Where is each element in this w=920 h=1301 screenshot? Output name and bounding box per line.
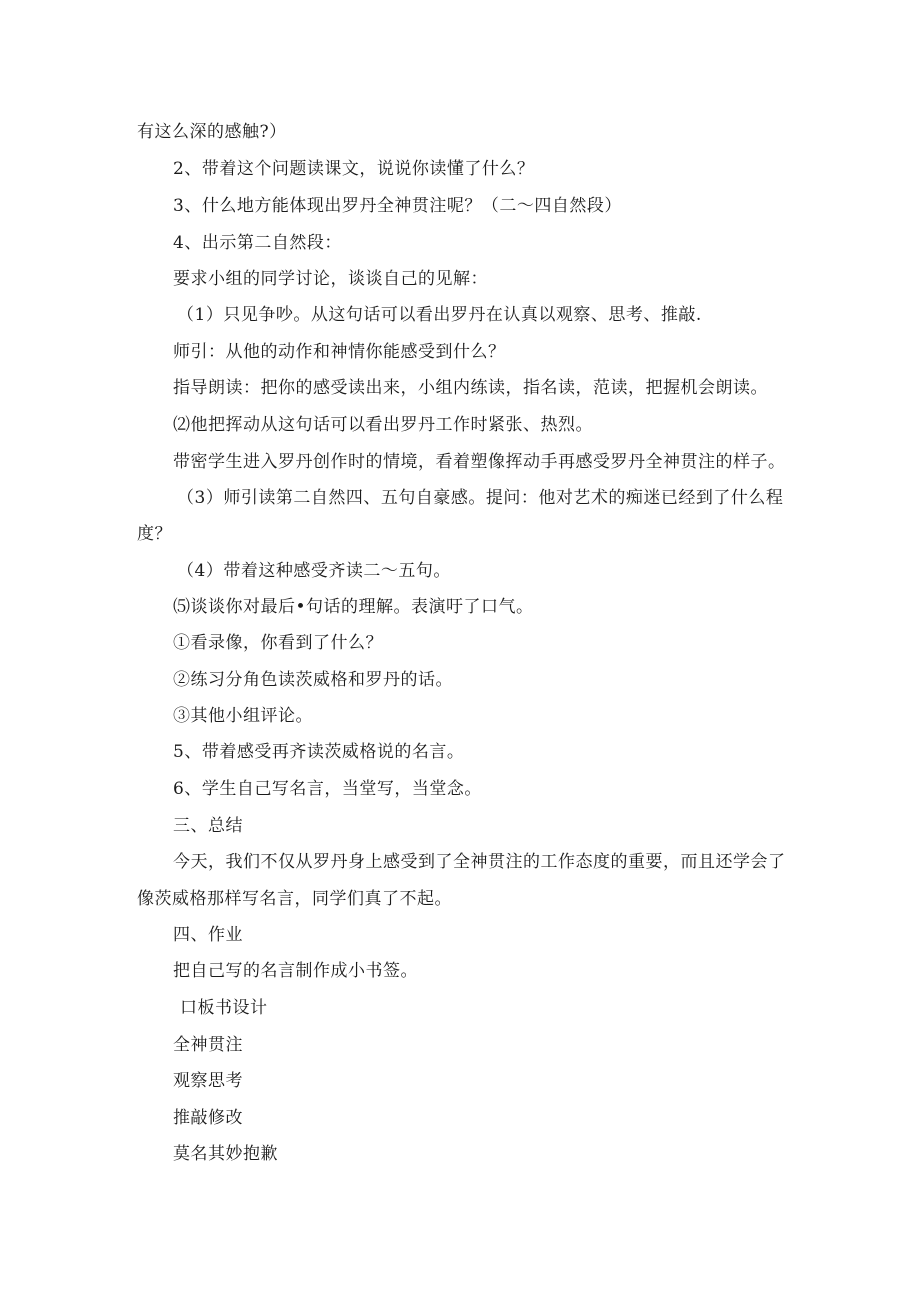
text-line: 莫名其妙抱歉 [173,1144,278,1164]
text-line: 把自己写的名言制作成小书签。 [173,961,418,981]
text-line: 6、学生自己写名言，当堂写，当堂念。 [173,779,482,799]
text-line: 要求小组的同学讨论，谈谈自己的见解： [173,269,488,289]
text-line: 今天，我们不仅从罗丹身上感受到了全神贯注的工作态度的重要，而且还学会了 [173,852,786,872]
text-line: （4）带着这种感受齐读二～五句。 [177,561,451,581]
text-line: ③其他小组评论。 [173,706,313,726]
text-line: 指导朗读：把你的感受读出来，小组内练读，指名读，范读，把握机会朗读。 [173,378,768,398]
text-line: （3）师引读第二自然四、五句自豪感。提问：他对艺术的痴迷已经到了什么程 [177,488,784,508]
text-line: 有这么深的感触?） [137,122,287,142]
section-heading: 四、作业 [173,925,243,945]
text-line: 师引：从他的动作和神情你能感受到什么？ [173,342,506,362]
text-line: 像茨威格那样写名言，同学们真了不起。 [137,889,452,909]
text-line: 5、带着感受再齐读茨威格说的名言。 [173,742,465,762]
text-line: 带密学生进入罗丹创作时的情境，看着塑像挥动手再感受罗丹全神贯注的样子。 [173,452,786,472]
text-line: ⑵他把挥动从这句话可以看出罗丹工作时紧张、热烈。 [173,415,593,435]
text-line: 观察思考 [173,1071,243,1091]
text-line: 2、带着这个问题读课文，说说你读懂了什么？ [173,159,535,179]
text-line: ⑸谈谈你对最后•句话的理解。表演吁了口气。 [173,597,534,617]
text-line: 4、出示第二自然段： [173,233,342,253]
section-heading: 口板书设计 [180,998,268,1018]
text-line: 推敲修改 [173,1108,243,1128]
text-line: 度？ [137,524,172,544]
text-line: 3、什么地方能体现出罗丹全神贯注呢？（二～四自然段） [173,196,622,216]
section-heading: 三、总结 [173,816,243,836]
text-line: （1）只见争吵。从这句话可以看出罗丹在认真以观察、思考、推敲. [177,305,702,325]
text-line: 全神贯注 [173,1035,243,1055]
text-line: ②练习分角色读茨威格和罗丹的话。 [173,670,453,690]
text-line: ①看录像，你看到了什么？ [173,633,383,653]
